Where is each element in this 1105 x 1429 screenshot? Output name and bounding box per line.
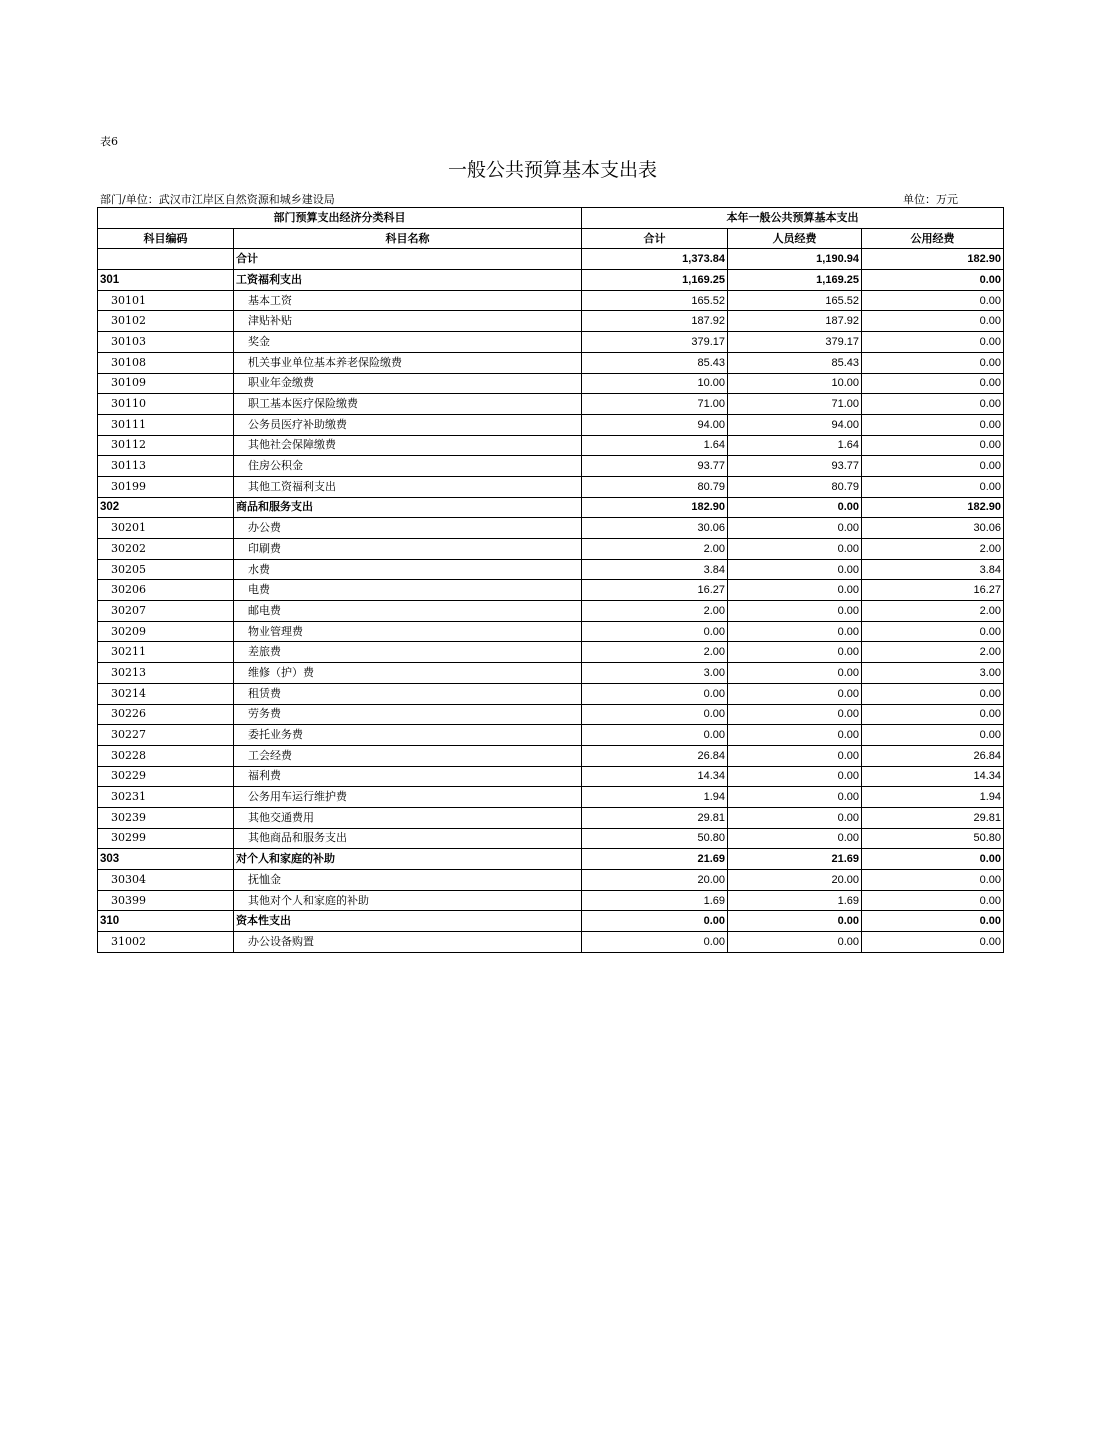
cell-name: 水费 xyxy=(234,559,582,580)
cell-name: 机关事业单位基本养老保险缴费 xyxy=(234,352,582,373)
cell-public: 0.00 xyxy=(862,373,1004,394)
cell-public: 26.84 xyxy=(862,745,1004,766)
table-row xyxy=(98,642,1004,663)
cell-code: 302 xyxy=(98,497,234,518)
cell-total: 2.00 xyxy=(582,539,728,560)
cell-total: 3.00 xyxy=(582,663,728,684)
cell-public: 0.00 xyxy=(862,911,1004,932)
cell-public: 0.00 xyxy=(862,932,1004,953)
cell-personnel: 1.69 xyxy=(728,890,862,911)
cell-name: 邮电费 xyxy=(234,601,582,622)
cell-total: 2.00 xyxy=(582,642,728,663)
table-row-category xyxy=(98,497,1004,518)
table-row xyxy=(98,435,1004,456)
cell-personnel: 1,169.25 xyxy=(728,270,862,291)
cell-public: 0.00 xyxy=(862,849,1004,870)
table-row xyxy=(98,663,1004,684)
cell-public: 182.90 xyxy=(862,249,1004,270)
cell-code: 30299 xyxy=(98,828,234,849)
cell-public: 0.00 xyxy=(862,394,1004,415)
cell-personnel: 0.00 xyxy=(728,559,862,580)
cell-personnel: 0.00 xyxy=(728,807,862,828)
table-row-category xyxy=(98,249,1004,270)
cell-personnel: 0.00 xyxy=(728,725,862,746)
cell-code: 30102 xyxy=(98,311,234,332)
cell-code: 303 xyxy=(98,849,234,870)
cell-personnel: 0.00 xyxy=(728,621,862,642)
cell-total: 30.06 xyxy=(582,518,728,539)
cell-public: 0.00 xyxy=(862,352,1004,373)
cell-code: 30110 xyxy=(98,394,234,415)
cell-total: 182.90 xyxy=(582,497,728,518)
cell-personnel: 0.00 xyxy=(728,497,862,518)
cell-personnel: 0.00 xyxy=(728,911,862,932)
cell-code: 30227 xyxy=(98,725,234,746)
cell-personnel: 85.43 xyxy=(728,352,862,373)
cell-personnel: 0.00 xyxy=(728,580,862,601)
cell-code: 30201 xyxy=(98,518,234,539)
cell-name: 其他社会保障缴费 xyxy=(234,435,582,456)
cell-public: 0.00 xyxy=(862,435,1004,456)
cell-personnel: 71.00 xyxy=(728,394,862,415)
cell-code: 31002 xyxy=(98,932,234,953)
cell-name: 印刷费 xyxy=(234,539,582,560)
table-row-category xyxy=(98,911,1004,932)
unit-label: 单位：万元 xyxy=(903,193,958,206)
column-header-row xyxy=(98,228,1004,249)
table-row xyxy=(98,745,1004,766)
table-row xyxy=(98,787,1004,808)
cell-code: 30399 xyxy=(98,890,234,911)
cell-public: 0.00 xyxy=(862,704,1004,725)
cell-total: 187.92 xyxy=(582,311,728,332)
cell-code: 30209 xyxy=(98,621,234,642)
cell-personnel: 20.00 xyxy=(728,870,862,891)
cell-name: 工会经费 xyxy=(234,745,582,766)
cell-public: 0.00 xyxy=(862,870,1004,891)
cell-total: 1,169.25 xyxy=(582,270,728,291)
table-row xyxy=(98,601,1004,622)
cell-public: 0.00 xyxy=(862,725,1004,746)
cell-total: 71.00 xyxy=(582,394,728,415)
cell-public: 3.00 xyxy=(862,663,1004,684)
cell-total: 80.79 xyxy=(582,476,728,497)
cell-public: 16.27 xyxy=(862,580,1004,601)
cell-personnel: 80.79 xyxy=(728,476,862,497)
cell-code: 30207 xyxy=(98,601,234,622)
cell-total: 93.77 xyxy=(582,456,728,477)
table-row xyxy=(98,352,1004,373)
cell-name: 工资福利支出 xyxy=(234,270,582,291)
cell-code: 30231 xyxy=(98,787,234,808)
table-row xyxy=(98,456,1004,477)
cell-name: 商品和服务支出 xyxy=(234,497,582,518)
table-row xyxy=(98,766,1004,787)
cell-personnel: 94.00 xyxy=(728,414,862,435)
cell-name: 公务员医疗补助缴费 xyxy=(234,414,582,435)
table-row xyxy=(98,290,1004,311)
cell-personnel: 0.00 xyxy=(728,766,862,787)
cell-total: 29.81 xyxy=(582,807,728,828)
cell-code: 30239 xyxy=(98,807,234,828)
cell-public: 0.00 xyxy=(862,683,1004,704)
cell-public: 0.00 xyxy=(862,270,1004,291)
table-row xyxy=(98,414,1004,435)
cell-name: 职工基本医疗保险缴费 xyxy=(234,394,582,415)
table-row xyxy=(98,518,1004,539)
cell-public: 0.00 xyxy=(862,332,1004,353)
cell-name: 资本性支出 xyxy=(234,911,582,932)
table-row xyxy=(98,580,1004,601)
cell-public: 0.00 xyxy=(862,890,1004,911)
table-row xyxy=(98,311,1004,332)
table-body xyxy=(98,249,1004,952)
cell-code: 30229 xyxy=(98,766,234,787)
cell-personnel: 0.00 xyxy=(728,704,862,725)
table-row xyxy=(98,373,1004,394)
cell-personnel: 0.00 xyxy=(728,518,862,539)
cell-total: 26.84 xyxy=(582,745,728,766)
cell-public: 0.00 xyxy=(862,311,1004,332)
cell-code: 30304 xyxy=(98,870,234,891)
cell-name: 其他商品和服务支出 xyxy=(234,828,582,849)
cell-personnel: 0.00 xyxy=(728,932,862,953)
cell-code xyxy=(98,249,234,270)
cell-public: 1.94 xyxy=(862,787,1004,808)
cell-total: 1,373.84 xyxy=(582,249,728,270)
cell-code: 30111 xyxy=(98,414,234,435)
cell-name: 公务用车运行维护费 xyxy=(234,787,582,808)
column-header-personnel: 人员经费 xyxy=(728,228,862,249)
cell-name: 物业管理费 xyxy=(234,621,582,642)
cell-name: 基本工资 xyxy=(234,290,582,311)
group-header-expenditure: 本年一般公共预算基本支出 xyxy=(582,208,1004,229)
cell-code: 30202 xyxy=(98,539,234,560)
cell-code: 30112 xyxy=(98,435,234,456)
column-header-code: 科目编码 xyxy=(98,228,234,249)
cell-name: 劳务费 xyxy=(234,704,582,725)
table-row xyxy=(98,807,1004,828)
cell-personnel: 0.00 xyxy=(728,663,862,684)
table-row xyxy=(98,725,1004,746)
cell-public: 2.00 xyxy=(862,601,1004,622)
cell-personnel: 0.00 xyxy=(728,642,862,663)
cell-total: 20.00 xyxy=(582,870,728,891)
cell-public: 0.00 xyxy=(862,621,1004,642)
column-header-total: 合计 xyxy=(582,228,728,249)
cell-public: 0.00 xyxy=(862,414,1004,435)
group-header-row xyxy=(98,208,1004,229)
cell-personnel: 0.00 xyxy=(728,745,862,766)
cell-total: 165.52 xyxy=(582,290,728,311)
table-row xyxy=(98,621,1004,642)
cell-total: 1.64 xyxy=(582,435,728,456)
cell-name: 租赁费 xyxy=(234,683,582,704)
group-header-classification: 部门预算支出经济分类科目 xyxy=(98,208,582,229)
table-row xyxy=(98,476,1004,497)
cell-code: 310 xyxy=(98,911,234,932)
table-row xyxy=(98,394,1004,415)
cell-personnel: 93.77 xyxy=(728,456,862,477)
cell-personnel: 0.00 xyxy=(728,787,862,808)
cell-code: 30206 xyxy=(98,580,234,601)
cell-total: 16.27 xyxy=(582,580,728,601)
cell-code: 30113 xyxy=(98,456,234,477)
cell-personnel: 0.00 xyxy=(728,539,862,560)
cell-code: 301 xyxy=(98,270,234,291)
cell-personnel: 0.00 xyxy=(728,828,862,849)
cell-public: 29.81 xyxy=(862,807,1004,828)
cell-public: 0.00 xyxy=(862,456,1004,477)
cell-code: 30103 xyxy=(98,332,234,353)
table-row-category xyxy=(98,270,1004,291)
cell-public: 14.34 xyxy=(862,766,1004,787)
table-row xyxy=(98,932,1004,953)
cell-name: 对个人和家庭的补助 xyxy=(234,849,582,870)
cell-personnel: 10.00 xyxy=(728,373,862,394)
cell-total: 21.69 xyxy=(582,849,728,870)
column-header-name: 科目名称 xyxy=(234,228,582,249)
cell-code: 30109 xyxy=(98,373,234,394)
cell-code: 30211 xyxy=(98,642,234,663)
cell-name: 其他工资福利支出 xyxy=(234,476,582,497)
cell-personnel: 187.92 xyxy=(728,311,862,332)
department-label: 部门/单位：武汉市江岸区自然资源和城乡建设局 xyxy=(100,193,335,206)
cell-name: 福利费 xyxy=(234,766,582,787)
cell-personnel: 165.52 xyxy=(728,290,862,311)
budget-table xyxy=(97,207,1004,953)
cell-name: 委托业务费 xyxy=(234,725,582,746)
table-row xyxy=(98,683,1004,704)
cell-total: 0.00 xyxy=(582,704,728,725)
cell-public: 0.00 xyxy=(862,290,1004,311)
cell-total: 10.00 xyxy=(582,373,728,394)
cell-name: 津贴补贴 xyxy=(234,311,582,332)
cell-name: 办公设备购置 xyxy=(234,932,582,953)
cell-personnel: 1.64 xyxy=(728,435,862,456)
cell-name: 其他对个人和家庭的补助 xyxy=(234,890,582,911)
cell-code: 30214 xyxy=(98,683,234,704)
cell-name: 职业年金缴费 xyxy=(234,373,582,394)
cell-total: 50.80 xyxy=(582,828,728,849)
cell-total: 1.94 xyxy=(582,787,728,808)
cell-total: 0.00 xyxy=(582,725,728,746)
cell-personnel: 379.17 xyxy=(728,332,862,353)
cell-total: 1.69 xyxy=(582,890,728,911)
cell-code: 30228 xyxy=(98,745,234,766)
table-number-label: 表6 xyxy=(100,135,118,148)
cell-code: 30213 xyxy=(98,663,234,684)
cell-public: 0.00 xyxy=(862,476,1004,497)
cell-personnel: 21.69 xyxy=(728,849,862,870)
cell-personnel: 1,190.94 xyxy=(728,249,862,270)
cell-name: 维修（护）费 xyxy=(234,663,582,684)
cell-total: 85.43 xyxy=(582,352,728,373)
table-row xyxy=(98,870,1004,891)
cell-total: 379.17 xyxy=(582,332,728,353)
table-row xyxy=(98,332,1004,353)
table-row xyxy=(98,828,1004,849)
cell-name: 奖金 xyxy=(234,332,582,353)
cell-public: 50.80 xyxy=(862,828,1004,849)
cell-total: 94.00 xyxy=(582,414,728,435)
cell-name: 住房公积金 xyxy=(234,456,582,477)
cell-code: 30108 xyxy=(98,352,234,373)
table-row xyxy=(98,704,1004,725)
table-row xyxy=(98,890,1004,911)
cell-name: 电费 xyxy=(234,580,582,601)
table-row xyxy=(98,539,1004,560)
cell-public: 2.00 xyxy=(862,642,1004,663)
cell-personnel: 0.00 xyxy=(728,683,862,704)
table-row-category xyxy=(98,849,1004,870)
column-header-public: 公用经费 xyxy=(862,228,1004,249)
cell-code: 30101 xyxy=(98,290,234,311)
cell-public: 2.00 xyxy=(862,539,1004,560)
cell-total: 0.00 xyxy=(582,911,728,932)
cell-total: 0.00 xyxy=(582,621,728,642)
cell-name: 抚恤金 xyxy=(234,870,582,891)
cell-name: 办公费 xyxy=(234,518,582,539)
table-row xyxy=(98,559,1004,580)
cell-name: 合计 xyxy=(234,249,582,270)
page-title: 一般公共预算基本支出表 xyxy=(447,159,657,181)
cell-public: 182.90 xyxy=(862,497,1004,518)
cell-total: 3.84 xyxy=(582,559,728,580)
cell-public: 30.06 xyxy=(862,518,1004,539)
cell-code: 30205 xyxy=(98,559,234,580)
cell-total: 0.00 xyxy=(582,683,728,704)
cell-code: 30199 xyxy=(98,476,234,497)
cell-code: 30226 xyxy=(98,704,234,725)
cell-public: 3.84 xyxy=(862,559,1004,580)
cell-total: 14.34 xyxy=(582,766,728,787)
cell-name: 差旅费 xyxy=(234,642,582,663)
cell-personnel: 0.00 xyxy=(728,601,862,622)
cell-total: 2.00 xyxy=(582,601,728,622)
cell-total: 0.00 xyxy=(582,932,728,953)
cell-name: 其他交通费用 xyxy=(234,807,582,828)
